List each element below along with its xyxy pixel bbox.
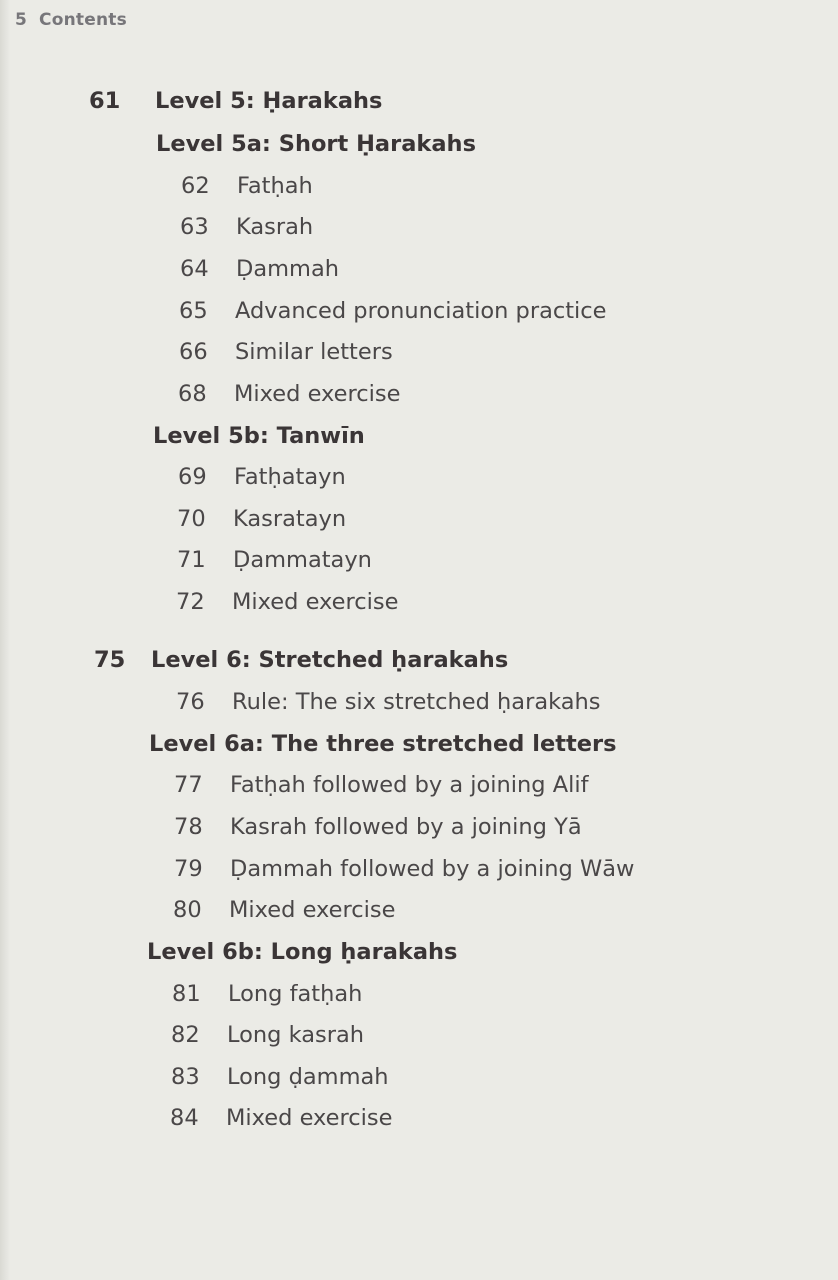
toc-entry[interactable]: [176, 589, 398, 615]
toc-entry-page: 68: [178, 381, 207, 407]
toc-entry[interactable]: [177, 547, 372, 573]
toc-section-heading[interactable]: [153, 423, 365, 449]
toc-entry-page: 77: [174, 772, 203, 798]
header-title: Contents: [39, 10, 127, 30]
toc-entry-page: 81: [172, 981, 201, 1007]
toc-entry-page: 65: [179, 298, 208, 324]
toc-section-heading[interactable]: [147, 939, 457, 965]
toc-entry-page: 80: [173, 897, 202, 923]
toc-section-title: Level 6b: Long ḥarakahs: [147, 939, 458, 965]
toc-entry-label: Fatḥatayn: [234, 464, 346, 490]
toc-entry-label: Fatḥah: [237, 173, 313, 199]
toc-entry-label: Ḍammah: [236, 256, 339, 282]
toc-entry-label: Fatḥah followed by a joining Alif: [230, 772, 589, 798]
toc-entry-label: Similar letters: [235, 339, 393, 365]
toc-entry-label: Mixed exercise: [234, 381, 401, 407]
toc-entry-page: 71: [177, 547, 206, 573]
toc-entry-label: Kasratayn: [233, 506, 347, 532]
toc-entry-page: 76: [176, 689, 205, 715]
toc-level-heading[interactable]: [94, 647, 508, 673]
toc-entry-label: Kasrah followed by a joining Yā: [230, 814, 582, 840]
toc-section-heading[interactable]: [156, 131, 476, 157]
toc-entry[interactable]: [180, 256, 339, 282]
toc-entry-page: 83: [171, 1064, 200, 1090]
toc-level-title: Level 6: Stretched ḥarakahs: [151, 647, 509, 673]
toc-entry-page: 79: [174, 856, 203, 882]
toc-entry[interactable]: [179, 298, 607, 324]
toc-entry[interactable]: [180, 214, 313, 240]
toc-entry[interactable]: [178, 464, 346, 490]
toc-entry[interactable]: [178, 381, 400, 407]
toc-level-page: 75: [94, 647, 126, 673]
toc-entry-label: Long fatḥah: [228, 981, 363, 1007]
toc-entry[interactable]: [179, 339, 393, 365]
toc-entry-label: Ḍammatayn: [233, 547, 372, 573]
toc-entry-page: 82: [171, 1022, 200, 1048]
toc-section-title: Level 5a: Short Ḥarakahs: [156, 131, 476, 157]
toc-entry[interactable]: [174, 772, 589, 798]
toc-entry[interactable]: [173, 897, 395, 923]
toc-entry[interactable]: [181, 173, 313, 199]
toc-entry[interactable]: [172, 981, 362, 1007]
toc-entry-label: Long kasrah: [227, 1022, 365, 1048]
toc-entry[interactable]: [176, 689, 601, 715]
toc-entry-page: 78: [174, 814, 203, 840]
toc-entry-label: Long ḍammah: [227, 1064, 389, 1090]
toc-entry-page: 84: [170, 1105, 199, 1131]
toc-entry[interactable]: [174, 856, 634, 882]
toc-entry-label: Rule: The six stretched ḥarakahs: [232, 689, 601, 715]
toc-entry-page: 64: [180, 256, 209, 282]
toc-level-heading[interactable]: [89, 88, 382, 114]
toc-entry[interactable]: [177, 506, 346, 532]
toc-entry-label: Mixed exercise: [229, 897, 396, 923]
toc-entry-label: Mixed exercise: [232, 589, 399, 615]
toc-entry[interactable]: [171, 1064, 389, 1090]
running-header: [15, 10, 127, 30]
toc-section-title: Level 6a: The three stretched letters: [149, 731, 617, 757]
toc-entry-page: 69: [178, 464, 207, 490]
toc-entry-page: 62: [181, 173, 210, 199]
toc-section-heading[interactable]: [149, 731, 616, 757]
toc-entry-page: 66: [179, 339, 208, 365]
toc-entry[interactable]: [170, 1105, 392, 1131]
toc-section-title: Level 5b: Tanwīn: [153, 423, 365, 449]
toc-entry-page: 72: [176, 589, 205, 615]
toc-entry-label: Advanced pronunciation practice: [235, 298, 607, 324]
toc-entry-label: Ḍammah followed by a joining Wāw: [230, 856, 635, 882]
toc-entry[interactable]: [174, 814, 582, 840]
toc-entry-label: Kasrah: [236, 214, 314, 240]
toc-entry-page: 70: [177, 506, 206, 532]
toc-level-title: Level 5: Ḥarakahs: [155, 88, 383, 114]
toc-entry[interactable]: [171, 1022, 364, 1048]
page-edge-shadow: [0, 0, 10, 1280]
header-page-number: 5: [15, 10, 28, 30]
toc-entry-label: Mixed exercise: [226, 1105, 393, 1131]
toc-level-page: 61: [89, 88, 121, 114]
toc-entry-page: 63: [180, 214, 209, 240]
